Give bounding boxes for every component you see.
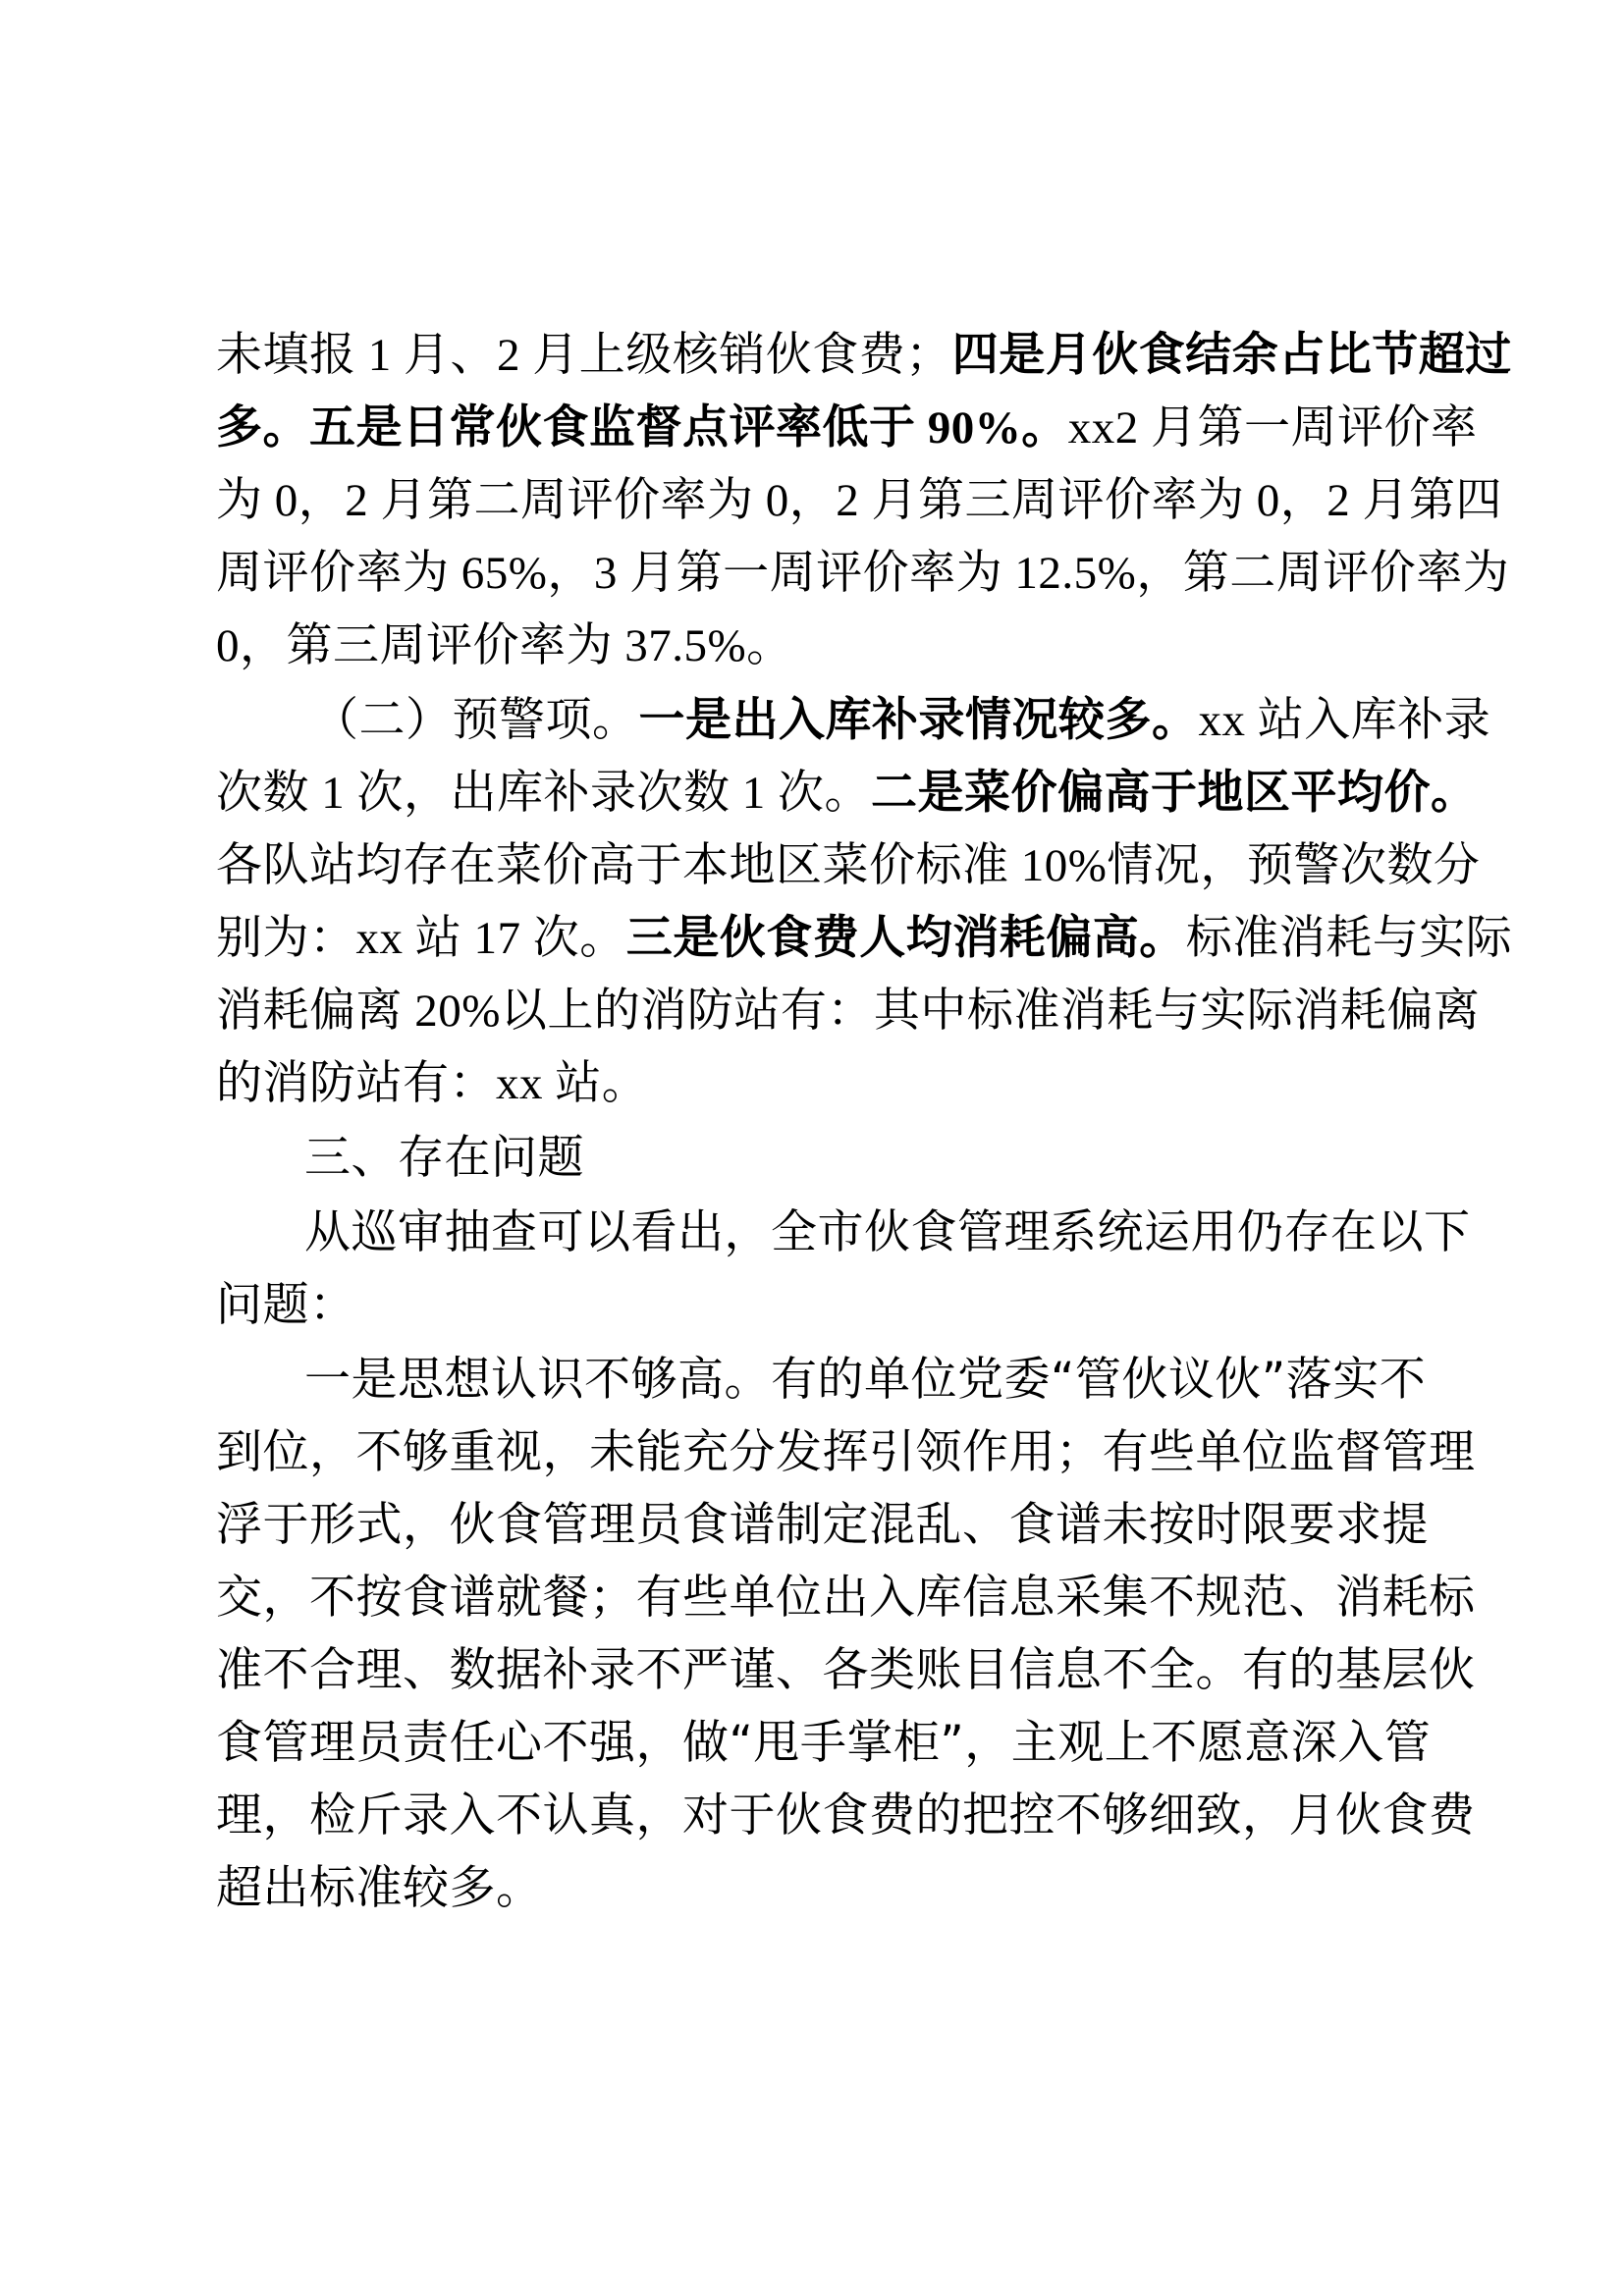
text-run: 情况，预警次数分 xyxy=(1107,838,1481,892)
text-line xyxy=(216,902,1513,975)
text-run: 月第四 xyxy=(1362,473,1502,527)
text-run: 月第二周评价率为 xyxy=(380,473,754,527)
bold-text-run: 四是月伙食结余占比节超过 xyxy=(951,328,1512,382)
text-run: 2 xyxy=(345,475,381,526)
bold-text-run: 多。五是日常伙食监督点评率低于 xyxy=(216,400,916,454)
bold-text-run: 三是伙食费人均消耗偏高。 xyxy=(625,911,1186,965)
text-line: 理，检斤录入不认真，对于伙食费的把控不够细致，月伙食费 xyxy=(216,1789,1476,1842)
text-run: （二）预警项。 xyxy=(312,693,639,747)
text-line xyxy=(216,537,1510,610)
text-run: ，第三周评价率为 xyxy=(240,618,613,672)
text-line: 一是思想认识不够高。有的单位党委“管伙议伙”落实不 xyxy=(304,1353,1427,1407)
text-run: 。 xyxy=(746,618,793,672)
text-run: ，第二周评价率为 xyxy=(1136,546,1510,600)
text-run: 月、 xyxy=(404,328,497,382)
text-run: 3 xyxy=(593,548,630,599)
text-line: 食管理员责任心不强，做“甩手掌柜”，主观上不愿意深入管 xyxy=(216,1716,1432,1770)
text-line xyxy=(216,975,1481,1047)
text-run: 次数 xyxy=(216,766,309,820)
text-run: 65% xyxy=(449,548,548,599)
text-line xyxy=(216,464,1502,537)
text-run: 10% xyxy=(1008,840,1108,891)
text-line xyxy=(216,1047,1434,1120)
text-run: 37.5% xyxy=(613,620,747,671)
bold-text-run: 一是出入库补录情况较多。 xyxy=(638,693,1199,747)
text-run: 站。 xyxy=(555,1056,649,1110)
text-line xyxy=(216,829,1481,902)
text-run: 2 xyxy=(836,475,872,526)
bold-text-run: 二是菜价偏高于地区平均价。 xyxy=(871,766,1478,820)
text-run: 17 xyxy=(461,913,533,964)
text-run: xx2 xyxy=(1067,402,1151,454)
text-run: 站入库补录 xyxy=(1257,693,1491,747)
text-run: ， xyxy=(788,473,837,527)
text-run: 别为： xyxy=(216,911,356,965)
text-run: 的消防站有： xyxy=(216,1056,496,1110)
text-line xyxy=(216,610,1434,682)
text-line: 从巡审抽查可以看出，全市伙食管理系统运用仍存在以下 xyxy=(304,1205,1471,1259)
text-line: 浮于形式，伙食管理员食谱制定混乱、食谱未按时限要求提 xyxy=(216,1498,1429,1552)
text-run: xx xyxy=(1198,695,1258,746)
text-run: 2 xyxy=(497,330,533,381)
text-run: 次。 xyxy=(532,911,626,965)
text-run: 以上的消防站有：其中标准消耗与实际消耗偏离 xyxy=(500,984,1481,1038)
text-run: xx xyxy=(496,1058,556,1109)
text-line xyxy=(216,319,1512,392)
text-run: 站 xyxy=(414,911,462,965)
text-run: 消耗偏离 xyxy=(216,984,403,1038)
text-line: 到位，不够重视，未能充分发挥引领作用；有些单位监督管理 xyxy=(216,1425,1476,1479)
text-run: 1 xyxy=(355,330,404,381)
text-run: 月第一周评价率为 xyxy=(629,546,1003,600)
text-run: 未填报 xyxy=(216,328,356,382)
bold-text-run: 。 xyxy=(1021,400,1068,454)
text-run: 次，出库补录次数 xyxy=(356,766,731,820)
text-run: 0 xyxy=(216,620,240,671)
text-run: 标准消耗与实际 xyxy=(1185,911,1513,965)
text-run: 次。 xyxy=(778,766,871,820)
text-run: 0 xyxy=(262,475,298,526)
text-run: 周评价率为 xyxy=(216,546,450,600)
text-run: 0 xyxy=(1244,475,1280,526)
bold-text-run: 90% xyxy=(915,402,1022,454)
text-run: xx xyxy=(355,913,415,964)
text-line xyxy=(312,684,1530,757)
text-run: 1 xyxy=(730,768,778,819)
text-line: 准不合理、数据补录不严谨、各类账目信息不全。有的基层伙 xyxy=(216,1643,1476,1697)
section-heading: 三、存在问题 xyxy=(304,1131,584,1185)
text-run: ， xyxy=(1279,473,1327,527)
text-line: 交，不按食谱就餐；有些单位出入库信息采集不规范、消耗标 xyxy=(216,1571,1476,1625)
text-run: 各队站均存在菜价高于本地区菜价标准 xyxy=(216,838,1009,892)
text-run: ， xyxy=(547,546,594,600)
text-line xyxy=(216,392,1478,464)
text-run: 月第三周评价率为 xyxy=(871,473,1245,527)
text-run: 12.5% xyxy=(1002,548,1137,599)
text-run: 20% xyxy=(403,986,501,1037)
text-line: 超出标准较多。 xyxy=(216,1861,543,1915)
text-run: 月第一周评价率 xyxy=(1151,400,1478,454)
text-run: 2 xyxy=(1326,475,1363,526)
text-run: 0 xyxy=(753,475,789,526)
text-run: 为 xyxy=(216,473,263,527)
text-run: 月上级核销伙食费； xyxy=(532,328,952,382)
text-line: 问题： xyxy=(216,1278,356,1332)
text-run: 1 xyxy=(309,768,357,819)
text-line xyxy=(216,757,1478,829)
text-run: ， xyxy=(298,473,346,527)
